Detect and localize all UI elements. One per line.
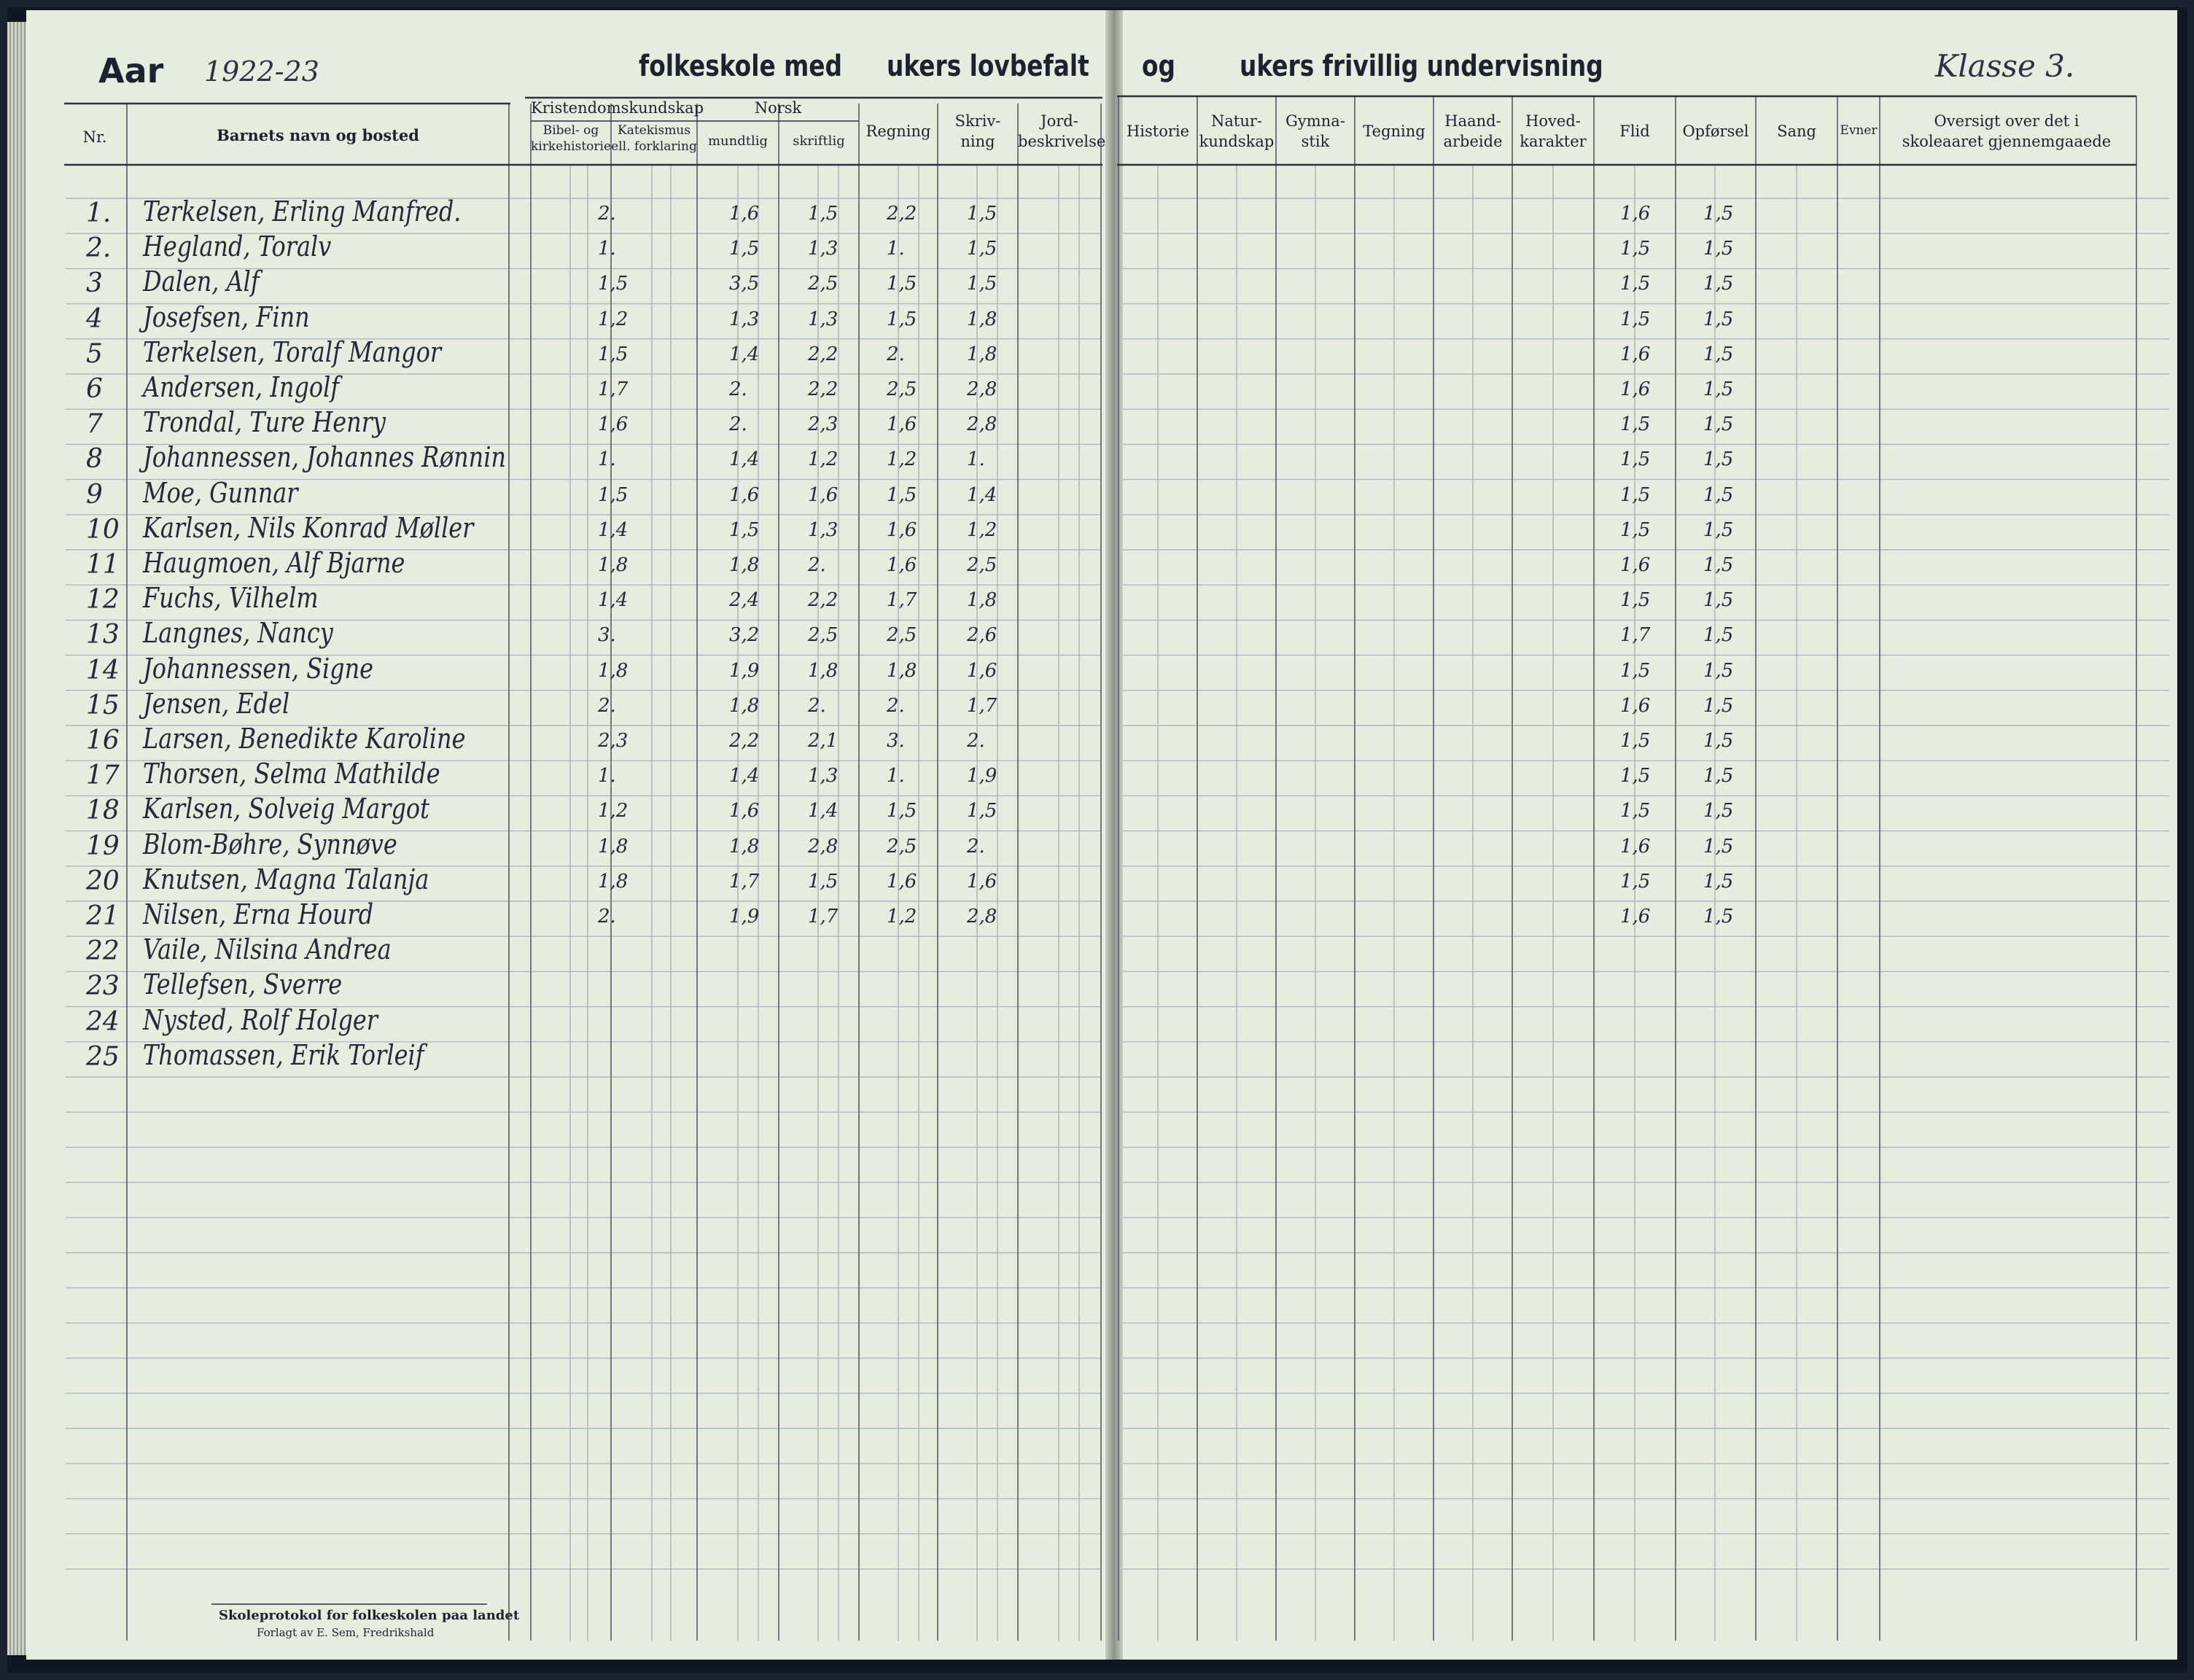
student-name: Vaile, Nilsina Andrea	[143, 933, 392, 966]
grade-skriftlig: 1,5	[808, 203, 839, 225]
row-number: 2.	[86, 233, 112, 264]
grade-skrivning: 1,2	[967, 518, 997, 541]
grade-skriftlig: 2,3	[808, 413, 839, 436]
col-jord-1: Jord-	[1040, 112, 1078, 130]
grade-regning: 1.	[887, 765, 905, 788]
grade-bibel: 2,3	[598, 730, 629, 752]
grade-bibel: 1,5	[598, 273, 629, 295]
row-number: 14	[86, 655, 120, 685]
grade-skriftlig: 1,2	[808, 448, 839, 471]
grade-regning: 3.	[887, 730, 905, 752]
grade-opforsel: 1,5	[1703, 378, 1734, 400]
grade-opforsel: 1,5	[1703, 730, 1734, 752]
grade-regning: 1,5	[887, 273, 917, 295]
row-number: 10	[86, 514, 120, 545]
grade-regning: 1,5	[887, 800, 917, 822]
grade-mundtlig: 1,4	[729, 343, 760, 365]
grade-skrivning: 1,8	[967, 308, 997, 330]
title-lovbefalt: ukers lovbefalt	[887, 50, 1089, 83]
grade-opforsel: 1,5	[1703, 308, 1734, 330]
col-gym-1: Gymna-	[1285, 112, 1345, 130]
grade-flid: 1,6	[1620, 378, 1651, 400]
grade-mundtlig: 1,8	[729, 835, 760, 858]
grade-bibel: 1.	[598, 238, 616, 260]
col-gym-2: stik	[1301, 133, 1330, 150]
grade-flid: 1,5	[1620, 273, 1651, 295]
grade-skriftlig: 2,1	[808, 730, 839, 752]
grade-mundtlig: 3,2	[729, 624, 760, 647]
grade-skrivning: 2.	[967, 730, 985, 752]
col-sang: Sang	[1777, 122, 1816, 140]
grade-bibel: 1,8	[598, 870, 629, 892]
grade-mundtlig: 1,7	[729, 870, 760, 892]
grade-mundtlig: 2,2	[729, 730, 760, 752]
grade-skriftlig: 2.	[808, 694, 826, 717]
grade-bibel: 2.	[598, 906, 616, 928]
row-number: 6	[86, 374, 103, 404]
grade-skrivning: 1,5	[967, 238, 997, 260]
grade-flid: 1,6	[1620, 554, 1651, 576]
grade-skrivning: 1,4	[967, 483, 997, 506]
student-name: Tellefsen, Sverre	[143, 968, 343, 1001]
grade-opforsel: 1,5	[1703, 870, 1734, 892]
col-skriv-1: Skriv-	[954, 112, 1001, 130]
row-number: 7	[86, 409, 103, 440]
col-opforsel: Opførsel	[1682, 122, 1749, 140]
col-skriv-2: ning	[960, 133, 995, 150]
grade-regning: 1,6	[887, 518, 917, 541]
grade-regning: 2,5	[887, 378, 917, 400]
col-name: Barnets navn og bosted	[217, 126, 419, 144]
grade-bibel: 1,2	[598, 308, 629, 330]
row-number: 23	[86, 971, 120, 1002]
grade-opforsel: 1,5	[1703, 835, 1734, 858]
col-flid: Flid	[1619, 122, 1650, 140]
student-name: Terkelsen, Toralf Mangor	[143, 335, 442, 368]
grade-bibel: 2.	[598, 694, 616, 717]
col-natur-1: Natur-	[1211, 112, 1262, 130]
grade-skrivning: 2.	[967, 835, 985, 858]
grade-mundtlig: 2.	[729, 413, 747, 436]
grade-flid: 1,5	[1620, 589, 1651, 612]
grade-opforsel: 1,5	[1703, 203, 1734, 225]
col-hoved-1: Hoved-	[1525, 112, 1581, 130]
grade-regning: 1,7	[887, 589, 917, 612]
grade-bibel: 3.	[598, 624, 616, 647]
grade-skriftlig: 1,6	[808, 483, 839, 506]
grade-mundtlig: 1,6	[729, 203, 760, 225]
grade-skriftlig: 2,5	[808, 624, 839, 647]
col-bibel-2: kirkehistorie	[531, 139, 612, 154]
year-label: Aar	[98, 51, 164, 90]
grade-flid: 1,6	[1620, 203, 1651, 225]
grade-opforsel: 1,5	[1703, 765, 1734, 788]
grade-flid: 1,5	[1620, 308, 1651, 330]
grade-skriftlig: 1,3	[808, 238, 839, 260]
grade-flid: 1,5	[1620, 413, 1651, 436]
grade-mundtlig: 1,6	[729, 800, 760, 822]
grade-skriftlig: 2,2	[808, 343, 839, 365]
row-number: 25	[86, 1041, 120, 1072]
col-evner: Evner	[1840, 123, 1878, 138]
grade-skrivning: 2,8	[967, 906, 997, 928]
student-name: Johannessen, Johannes Rønnin	[143, 441, 506, 474]
grade-flid: 1,5	[1620, 659, 1651, 682]
grade-flid: 1,6	[1620, 694, 1651, 717]
grade-mundtlig: 1,4	[729, 448, 760, 471]
grade-opforsel: 1,5	[1703, 238, 1734, 260]
student-name: Larsen, Benedikte Karoline	[143, 723, 466, 755]
grade-skrivning: 2,6	[967, 624, 997, 647]
grade-opforsel: 1,5	[1703, 694, 1734, 717]
grade-opforsel: 1,5	[1703, 483, 1734, 506]
row-number: 21	[86, 901, 120, 931]
grade-opforsel: 1,5	[1703, 800, 1734, 822]
grade-bibel: 1,6	[598, 413, 629, 436]
grade-opforsel: 1,5	[1703, 413, 1734, 436]
student-name: Dalen, Alf	[143, 265, 260, 298]
row-number: 22	[86, 936, 120, 967]
grade-skriftlig: 1,3	[808, 518, 839, 541]
grade-skriftlig: 2.	[808, 554, 826, 576]
student-name: Thomassen, Erik Torleif	[143, 1038, 424, 1071]
col-kat-1: Katekismus	[618, 123, 691, 138]
grade-bibel: 1,5	[598, 483, 629, 506]
grade-skrivning: 1,8	[967, 589, 997, 612]
col-nr: Nr.	[82, 128, 107, 146]
grade-regning: 1,6	[887, 870, 917, 892]
grade-bibel: 1.	[598, 448, 616, 471]
row-number: 1.	[86, 198, 112, 228]
grade-flid: 1,5	[1620, 518, 1651, 541]
student-name: Blom-Bøhre, Synnøve	[143, 828, 397, 860]
grade-mundtlig: 1,8	[729, 554, 760, 576]
title-frivillig: ukers frivillig undervisning	[1240, 50, 1603, 83]
grade-flid: 1,6	[1620, 343, 1651, 365]
grade-skriftlig: 1,4	[808, 800, 839, 822]
col-tegning: Tegning	[1363, 122, 1425, 140]
grade-mundtlig: 1,8	[729, 694, 760, 717]
grade-bibel: 2.	[598, 203, 616, 225]
row-number: 5	[86, 338, 103, 369]
grade-skriftlig: 1,7	[808, 906, 839, 928]
title-folkeskole: folkeskole med	[639, 50, 843, 83]
grade-skriftlig: 2,2	[808, 589, 839, 612]
student-name: Langnes, Nancy	[143, 617, 333, 650]
row-number: 3	[86, 268, 103, 299]
student-name: Knutsen, Magna Talanja	[143, 863, 429, 895]
row-number: 12	[86, 585, 120, 615]
grade-skrivning: 2,8	[967, 413, 997, 436]
col-historie: Historie	[1126, 122, 1190, 140]
row-number: 24	[86, 1006, 120, 1037]
grade-bibel: 1,4	[598, 589, 629, 612]
grade-regning: 2,2	[887, 203, 917, 225]
grade-skriftlig: 1,3	[808, 765, 839, 788]
grade-skrivning: 1,5	[967, 800, 997, 822]
col-bibel-1: Bibel- og	[542, 123, 599, 138]
grade-mundtlig: 2,4	[729, 589, 760, 612]
row-number: 19	[86, 831, 120, 861]
col-skriftlig: skriftlig	[793, 133, 845, 149]
grade-mundtlig: 2.	[729, 378, 747, 400]
grade-skrivning: 1,6	[967, 659, 997, 682]
grade-mundtlig: 1,5	[729, 238, 760, 260]
row-number: 20	[86, 866, 120, 896]
student-name: Terkelsen, Erling Manfred.	[143, 195, 462, 228]
col-oversigt-1: Oversigt over det i	[1934, 112, 2080, 130]
col-oversigt-2: skoleaaret gjennemgaaede	[1902, 133, 2112, 150]
grade-mundtlig: 1,6	[729, 483, 760, 506]
grade-skrivning: 1,5	[967, 273, 997, 295]
grade-regning: 1,2	[887, 448, 917, 471]
col-haand-1: Haand-	[1444, 112, 1501, 130]
student-name: Josefsen, Finn	[143, 300, 310, 333]
col-kristendom: Kristendomskundskap	[531, 99, 704, 117]
grade-skrivning: 1,6	[967, 870, 997, 892]
row-number: 18	[86, 796, 120, 826]
grade-skriftlig: 1,3	[808, 308, 839, 330]
col-mundtlig: mundtlig	[707, 133, 769, 149]
grade-flid: 1,6	[1620, 906, 1651, 928]
grade-regning: 1,6	[887, 554, 917, 576]
footer-publisher-imprint: Forlagt av E. Sem, Fredrikshald	[257, 1626, 435, 1639]
grade-skriftlig: 2,5	[808, 273, 839, 295]
student-name: Nilsen, Erna Hourd	[143, 898, 374, 930]
student-name: Johannessen, Signe	[143, 652, 374, 685]
grade-flid: 1,5	[1620, 765, 1651, 788]
grade-regning: 2,5	[887, 835, 917, 858]
grade-flid: 1,5	[1620, 800, 1651, 822]
title-og: og	[1142, 50, 1176, 83]
student-name: Nysted, Rolf Holger	[143, 1003, 378, 1036]
grade-skrivning: 1,5	[967, 203, 997, 225]
grade-skriftlig: 2,8	[808, 835, 839, 858]
col-regning: Regning	[865, 122, 931, 140]
student-name: Thorsen, Selma Mathilde	[143, 758, 440, 790]
grade-bibel: 1,7	[598, 378, 629, 400]
grade-regning: 1,2	[887, 906, 917, 928]
grade-mundtlig: 1,9	[729, 906, 760, 928]
grade-skrivning: 2,5	[967, 554, 997, 576]
grade-regning: 1,8	[887, 659, 917, 682]
grade-opforsel: 1,5	[1703, 448, 1734, 471]
grade-skriftlig: 2,2	[808, 378, 839, 400]
row-number: 9	[86, 479, 103, 510]
grade-mundtlig: 1,3	[729, 308, 760, 330]
grade-regning: 2,5	[887, 624, 917, 647]
student-name: Karlsen, Solveig Margot	[143, 793, 429, 825]
grade-bibel: 1,2	[598, 800, 629, 822]
row-number: 4	[86, 303, 103, 334]
footer-publisher-title: Skoleprotokol for folkeskolen paa landet	[219, 1608, 520, 1623]
grade-opforsel: 1,5	[1703, 624, 1734, 647]
row-number: 11	[86, 550, 120, 580]
grade-opforsel: 1,5	[1703, 589, 1734, 612]
grade-regning: 1,5	[887, 308, 917, 330]
grade-opforsel: 1,5	[1703, 273, 1734, 295]
student-name: Jensen, Edel	[143, 687, 290, 720]
student-name: Fuchs, Vilhelm	[143, 582, 319, 615]
grade-bibel: 1,8	[598, 554, 629, 576]
grade-opforsel: 1,5	[1703, 554, 1734, 576]
col-norsk: Norsk	[754, 99, 802, 117]
col-haand-2: arbeide	[1443, 133, 1503, 150]
grade-bibel: 1,4	[598, 518, 629, 541]
grade-skriftlig: 1,5	[808, 870, 839, 892]
grade-regning: 2.	[887, 694, 905, 717]
student-name: Karlsen, Nils Konrad Møller	[143, 511, 474, 544]
grade-opforsel: 1,5	[1703, 518, 1734, 541]
grade-opforsel: 1,5	[1703, 343, 1734, 365]
grade-flid: 1,7	[1620, 624, 1651, 647]
row-number: 17	[86, 761, 120, 791]
col-hoved-2: karakter	[1520, 133, 1587, 150]
klasse-value: Klasse 3.	[1935, 48, 2075, 84]
year-value: 1922-23	[204, 55, 319, 88]
grade-skrivning: 1.	[967, 448, 985, 471]
row-number: 16	[86, 726, 120, 755]
student-name: Moe, Gunnar	[143, 476, 298, 509]
student-name: Andersen, Ingolf	[143, 371, 340, 403]
grade-bibel: 1,5	[598, 343, 629, 365]
grade-bibel: 1,8	[598, 835, 629, 858]
grade-flid: 1,5	[1620, 483, 1651, 506]
grade-mundtlig: 1,5	[729, 518, 760, 541]
grade-regning: 1,5	[887, 483, 917, 506]
row-number: 13	[86, 620, 120, 650]
grade-flid: 1,5	[1620, 238, 1651, 260]
grade-skriftlig: 1,8	[808, 659, 839, 682]
student-name: Trondal, Ture Henry	[143, 406, 386, 439]
grade-regning: 1.	[887, 238, 905, 260]
grade-flid: 1,6	[1620, 835, 1651, 858]
grade-skrivning: 1,7	[967, 694, 997, 717]
student-name: Haugmoen, Alf Bjarne	[143, 547, 405, 579]
grade-skrivning: 1,8	[967, 343, 997, 365]
grade-opforsel: 1,5	[1703, 906, 1734, 928]
grade-regning: 2.	[887, 343, 905, 365]
col-natur-2: kundskap	[1199, 133, 1275, 150]
col-jord-2: beskrivelse	[1018, 133, 1106, 150]
grade-flid: 1,5	[1620, 730, 1651, 752]
grade-opforsel: 1,5	[1703, 659, 1734, 682]
grade-flid: 1,5	[1620, 448, 1651, 471]
row-number: 8	[86, 444, 103, 475]
grade-bibel: 1,8	[598, 659, 629, 682]
grade-mundtlig: 1,9	[729, 659, 760, 682]
grade-mundtlig: 3,5	[729, 273, 760, 295]
grade-mundtlig: 1,4	[729, 765, 760, 788]
row-number: 15	[86, 690, 120, 720]
grade-regning: 1,6	[887, 413, 917, 436]
grade-skrivning: 1,9	[967, 765, 997, 788]
student-name: Hegland, Toralv	[143, 230, 332, 263]
grade-flid: 1,5	[1620, 870, 1651, 892]
col-kat-2: ell. forklaring	[611, 139, 697, 154]
grade-skrivning: 2,8	[967, 378, 997, 400]
grade-bibel: 1.	[598, 765, 616, 788]
